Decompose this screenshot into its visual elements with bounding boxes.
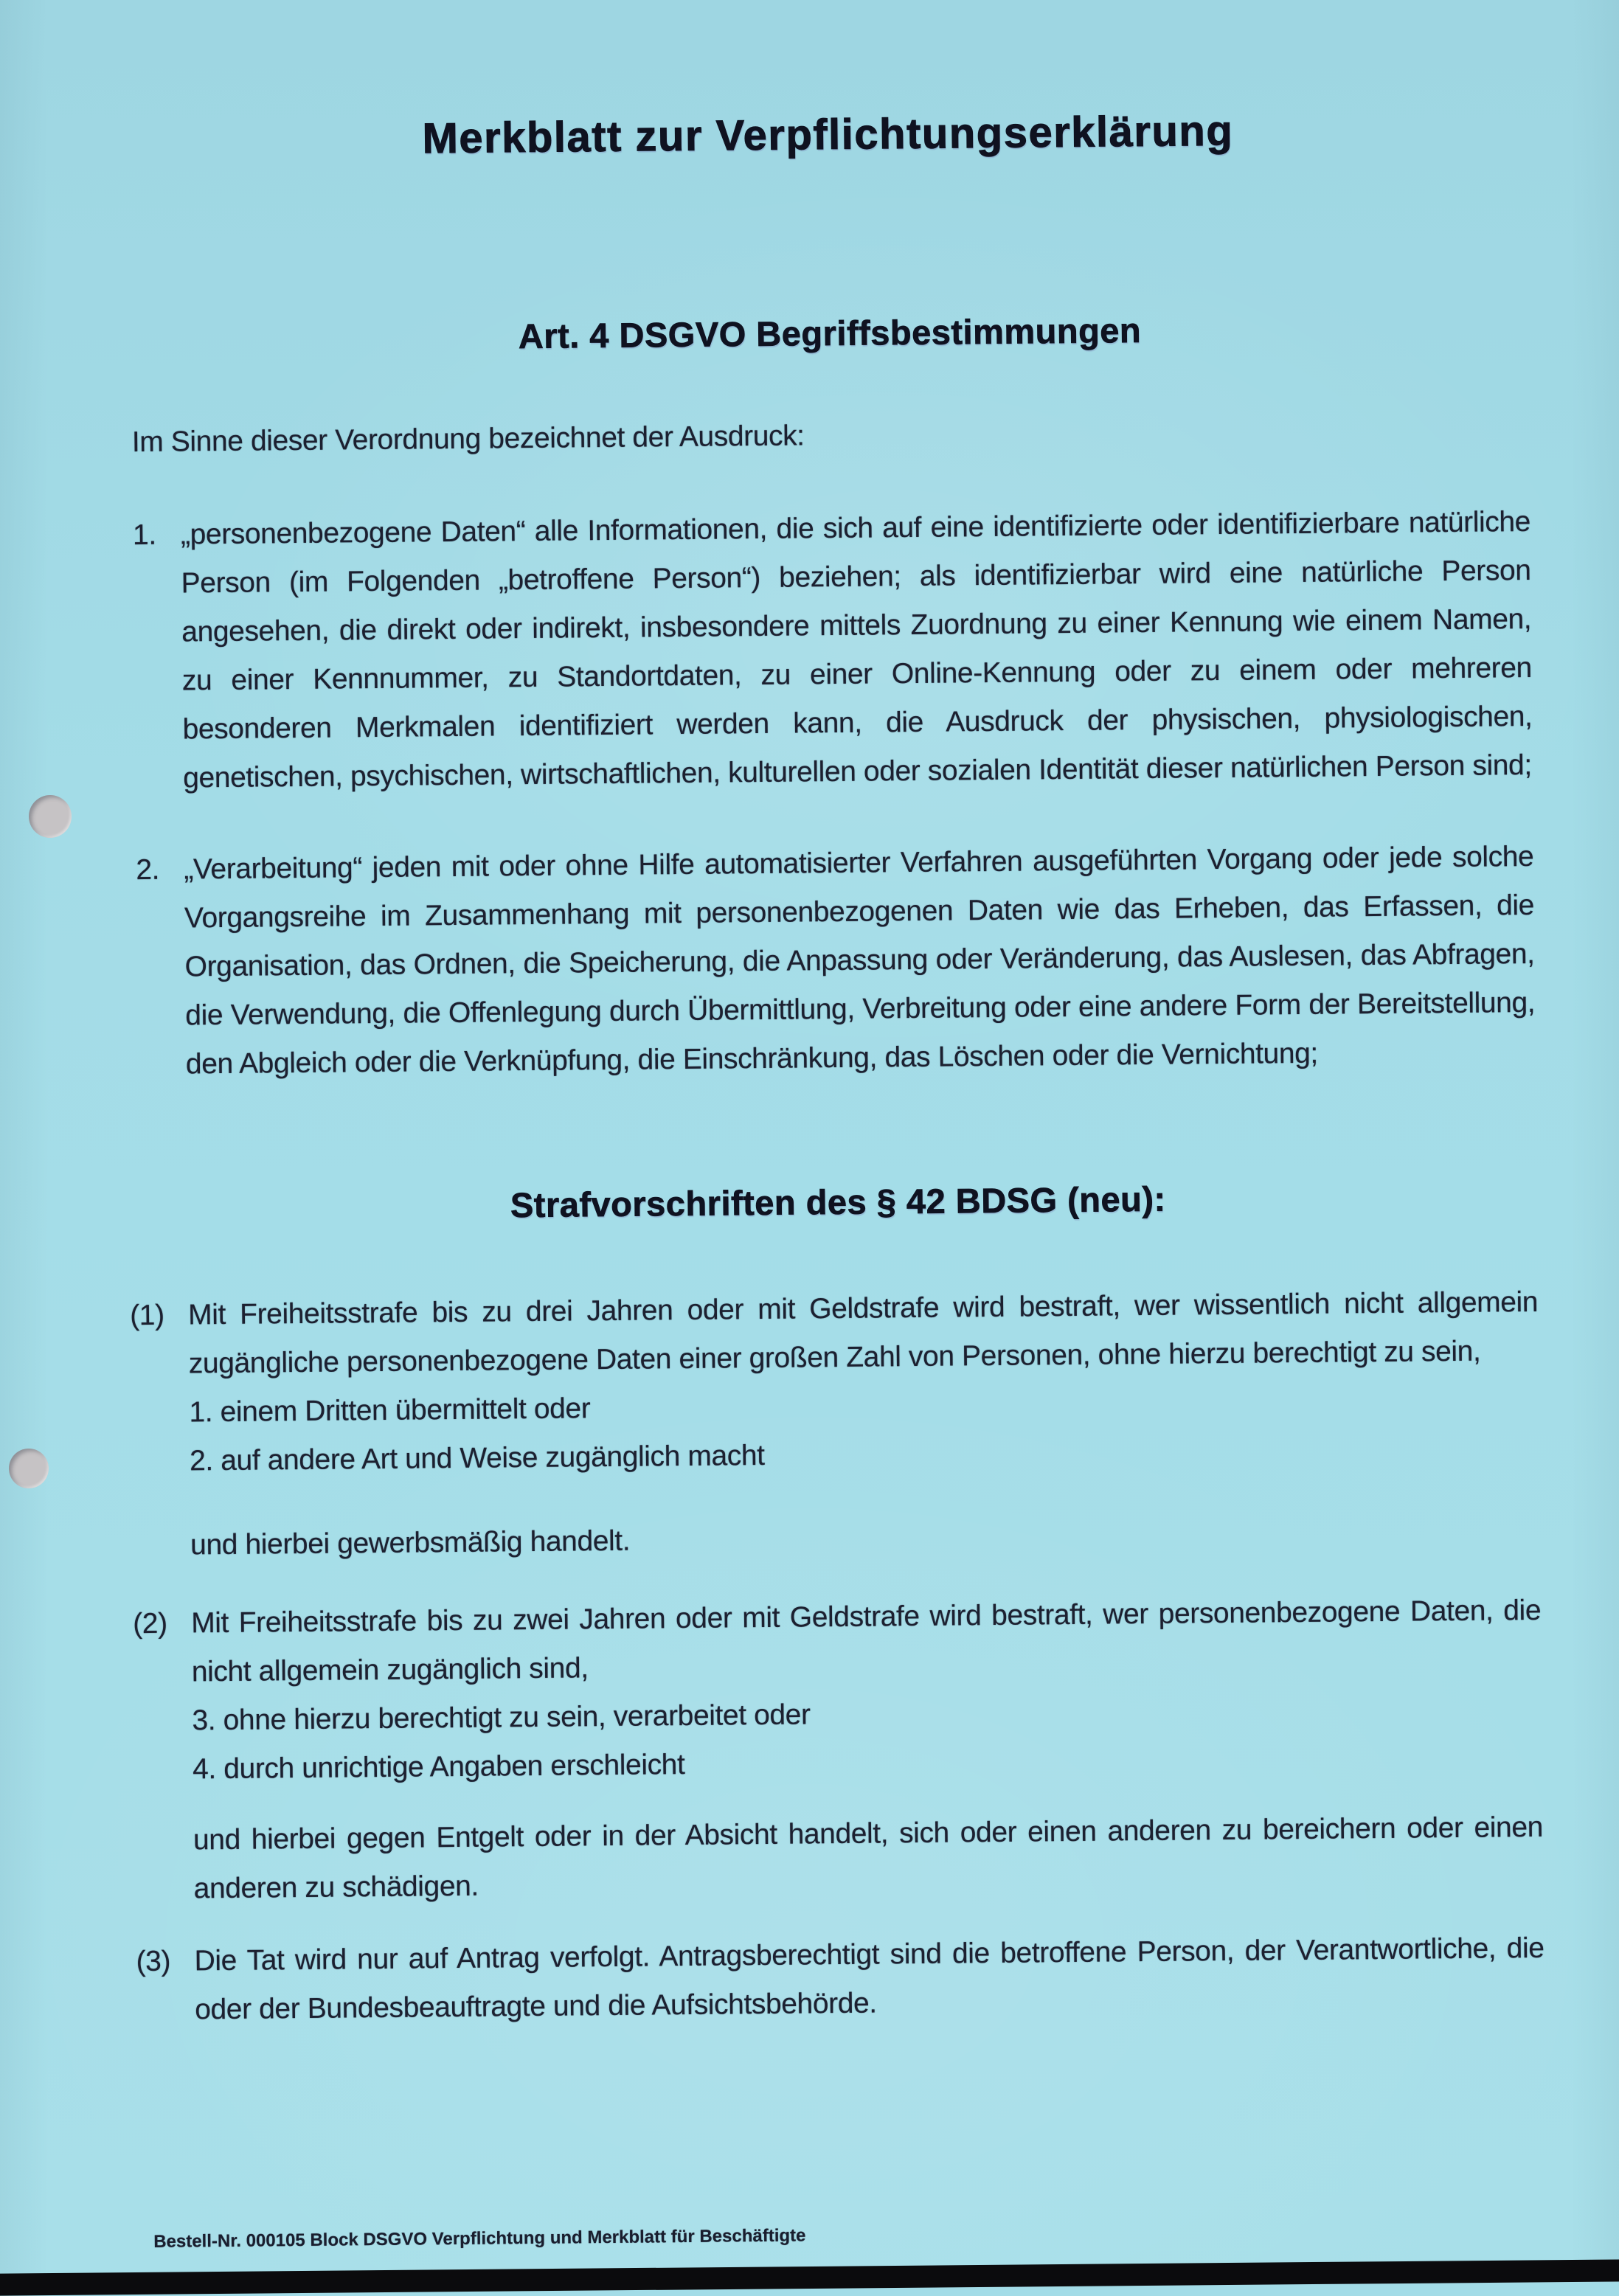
definition-item-1-text: „personenbezogene Daten“ alle Informationen, die sich auf eine identifizierte oder identifizierbare natürliche Person (im Folgenden „betroffene Person“) beziehen; als identifizierbar wird eine natürliche Person angesehen, die direkt oder indirekt, insbesondere mittels Zuordnung zu einer Kennung wie einem Namen, zu einer Kennnummer, zu Standortdaten, zu einer Online-Kennung oder zu einem oder mehreren besonderen Merkmalen identifiziert werden kann, die Ausdruck der physischen, physiologischen, genetischen, psychischen, wirtschaftlichen, kulturellen oder sozialen Identität dieser natürlichen Person sind;: [180, 505, 1533, 794]
penalty-item-3-body: [194, 1924, 1545, 2035]
punch-hole-top: [29, 795, 72, 838]
document-title: Merkblatt zur Verpflichtungserklärung: [422, 106, 1234, 163]
penalty-item-3: [136, 1924, 1545, 2035]
document-content: [128, 0, 1547, 2289]
definitions-section-heading: Art. 4 DSGVO Begriffsbestimmungen: [518, 310, 1142, 356]
definition-item-2-body: [184, 833, 1536, 1089]
penalty-item-1-body: [188, 1278, 1541, 1570]
penalty-item-2-number: (2): [133, 1607, 167, 1640]
definitions-intro: Im Sinne dieser Verordnung bezeichnet der Ausdruck:: [131, 420, 805, 459]
penalty-item-2: [133, 1586, 1544, 1914]
penalty-item-3-number: (3): [136, 1945, 171, 1978]
penalty-item-2-body: [191, 1586, 1544, 1914]
penalty-item-2-subitem-2: 4. durch unrichtige Angaben erschleicht: [192, 1749, 685, 1786]
definition-item-1-number: 1.: [132, 518, 156, 552]
penalty-item-1-text: Mit Freiheitsstrafe bis zu drei Jahren oder mit Geldstrafe wird bestraft, wer wissentlich nicht allgemein zugängliche personenbezogene Daten einer großen Zahl von Personen, ohne hierzu berechtigt zu sein,: [187, 1286, 1539, 1380]
penalty-item-2-subitem-1: 3. ohne hierzu berechtigt zu sein, verarbeitet oder: [192, 1699, 811, 1737]
definition-item-1-body: [181, 498, 1533, 803]
penalty-item-3-text: Die Tat wird nur auf Antrag verfolgt. Antragsberechtigt sind die betroffene Person, der Verantwortliche, die oder der Bundesbeauftragte und die Aufsichtsbehörde.: [194, 1932, 1545, 2026]
penalty-item-1: [129, 1278, 1541, 1570]
penalty-item-2-text: Mit Freiheitsstrafe bis zu zwei Jahren oder mit Geldstrafe wird bestraft, wer personenbezogene Daten, die nicht allgemein zugänglich sind,: [190, 1594, 1542, 1688]
punch-hole-bottom: [9, 1449, 49, 1488]
order-number-footer: Bestell-Nr. 000105 Block DSGVO Verpflichtung und Merkblatt für Beschäftigte: [153, 2225, 806, 2252]
definition-item-2: [136, 833, 1536, 1089]
penalty-item-2-closing: und hierbei gegen Entgelt oder in der Absicht handelt, sich oder einen anderen zu bereichern oder einen anderen zu schädigen.: [193, 1811, 1544, 1905]
penalty-item-1-subitem-2: 2. auf andere Art und Weise zugänglich macht: [189, 1439, 765, 1477]
penalty-item-1-closing: und hierbei gewerbsmäßig handelt.: [190, 1525, 631, 1561]
definition-item-2-text: „Verarbeitung“ jeden mit oder ohne Hilfe automatisierter Verfahren ausgeführten Vorgang oder jede solche Vorgangsreihe im Zusammenhang mit personenbezogenen Daten wie das Erheben, das Erfassen, die Organisation, das Ordnen, die Speicherung, die Anpassung oder Veränderung, das Auslesen, das Abfragen, die Verwendung, die Offenlegung durch Übermittlung, Verbreitung oder eine andere Form der Bereitstellung, den Abgleich oder die Verknüpfung, die Einschränkung, das Löschen oder die Vernichtung;: [184, 840, 1536, 1081]
penalty-item-1-number: (1): [129, 1299, 164, 1332]
definition-item-2-number: 2.: [136, 853, 160, 887]
definition-item-1: [133, 498, 1533, 803]
penalty-item-1-subitem-1: 1. einem Dritten übermittelt oder: [189, 1392, 591, 1429]
penalties-section-heading: Strafvorschriften des § 42 BDSG (neu):: [510, 1179, 1166, 1225]
